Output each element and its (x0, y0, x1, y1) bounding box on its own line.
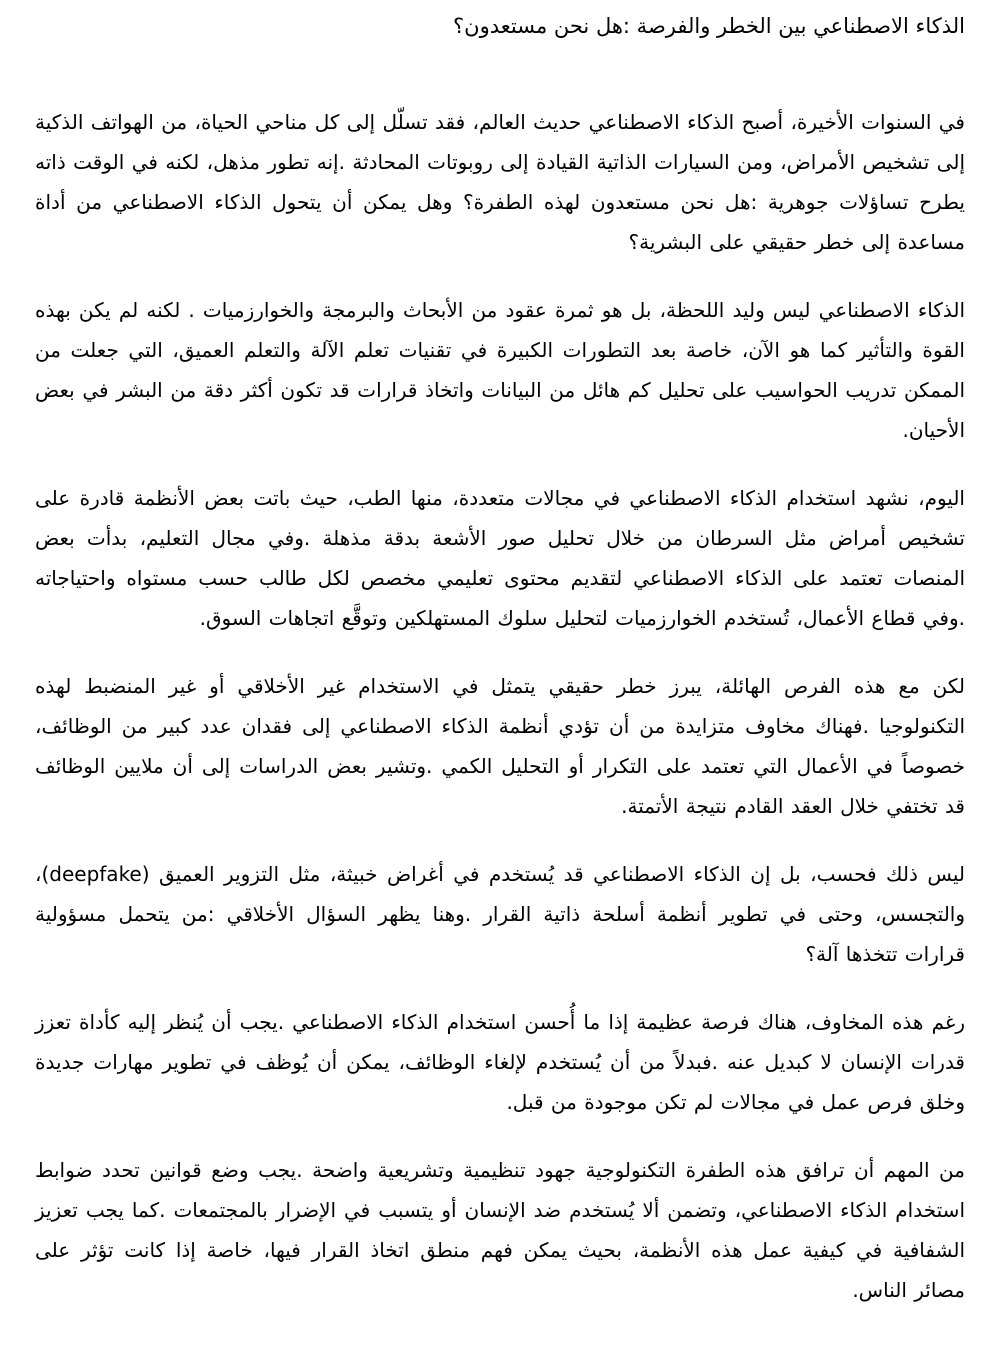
paragraph-risks-jobs: لكن مع هذه الفرص الهائلة، يبرز خطر حقيقي يتمثل في الاستخدام غير الأخلاقي أو غير المنضبط لهذه التكنولوجيا .فهناك مخاوف متزايدة من أن تؤدي أنظمة الذكاء الاصطناعي إلى فقدان عدد كبير من الوظائف، خصوصاً في الأعمال التي تعتمد على التكرار أو التحليل الكمي .وتشير بعض الدراسات إلى أن ملايين الوظائف قد تختفي خلال العقد القادم نتيجة الأتمتة. (35, 674, 965, 818)
paragraph-intro: في السنوات الأخيرة، أصبح الذكاء الاصطناعي حديث العالم، فقد تسلّل إلى كل مناحي الحياة، من الهواتف الذكية إلى تشخيص الأمراض، ومن السيارات الذاتية القيادة إلى روبوتات المحادثة .إنه تطور مذهل، لكنه في الوقت ذاته يطرح تساؤلات جوهرية :هل نحن مستعدون لهذه الطفرة؟ وهل يمكن أن يتحول الذكاء الاصطناعي من أداة مساعدة إلى خطر حقيقي على البشرية؟ (35, 110, 965, 254)
paragraph-regulation: من المهم أن ترافق هذه الطفرة التكنولوجية جهود تنظيمية وتشريعية واضحة .يجب وضع قوانين تحدد ضوابط استخدام الذكاء الاصطناعي، وتضمن ألا يُستخدم ضد الإنسان أو يتسبب في الإضرار بالمجتمعات .كما يجب تعزيز الشفافية في كيفية عمل هذه الأنظمة، بحيث يمكن فهم منطق اتخاذ القرار فيها، خاصة إذا كانت تؤثر على مصائر الناس. (35, 1158, 965, 1302)
paragraph-history: الذكاء الاصطناعي ليس وليد اللحظة، بل هو ثمرة عقود من الأبحاث والبرمجة والخوارزميات . لكنه لم يكن بهذه القوة والتأثير كما هو الآن، خاصة بعد التطورات الكبيرة في تقنيات تعلم الآلة والتعلم العميق، التي جعلت من الممكن تدريب الحواسيب على تحليل كم هائل من البيانات واتخاذ قرارات قد تكون أكثر دقة من البشر في بعض الأحيان. (35, 298, 965, 442)
document-title: الذكاء الاصطناعي بين الخطر والفرصة :هل نحن مستعدون؟ (453, 14, 965, 38)
paragraph-applications: اليوم، نشهد استخدام الذكاء الاصطناعي في مجالات متعددة، منها الطب، حيث باتت بعض الأنظمة قادرة على تشخيص أمراض مثل السرطان من خلال تحليل صور الأشعة بدقة مذهلة .وفي مجال التعليم، بدأت بعض المنصات تعتمد على الذكاء الاصطناعي لتقديم محتوى تعليمي مخصص لكل طالب حسب مستواه واحتياجاته .وفي قطاع الأعمال، تُستخدم الخوارزميات لتحليل سلوك المستهلكين وتوقَّع اتجاهات السوق. (35, 486, 965, 630)
paragraph-malicious-use: ليس ذلك فحسب، بل إن الذكاء الاصطناعي قد يُستخدم في أغراض خبيثة، مثل التزوير العميق (deepfake)، والتجسس، وحتى في تطوير أنظمة أسلحة ذاتية القرار .وهنا يظهر السؤال الأخلاقي :من يتحمل مسؤولية قرارات تتخذها آلة؟ (35, 862, 965, 966)
paragraph-opportunity: رغم هذه المخاوف، هناك فرصة عظيمة إذا ما أُحسن استخدام الذكاء الاصطناعي .يجب أن يُنظر إليه كأداة تعزز قدرات الإنسان لا كبديل عنه .فبدلاً من أن يُستخدم لإلغاء الوظائف، يمكن أن يُوظف في تطوير مهارات جديدة وخلق فرص عمل في مجالات لم تكن موجودة من قبل. (35, 1010, 965, 1114)
